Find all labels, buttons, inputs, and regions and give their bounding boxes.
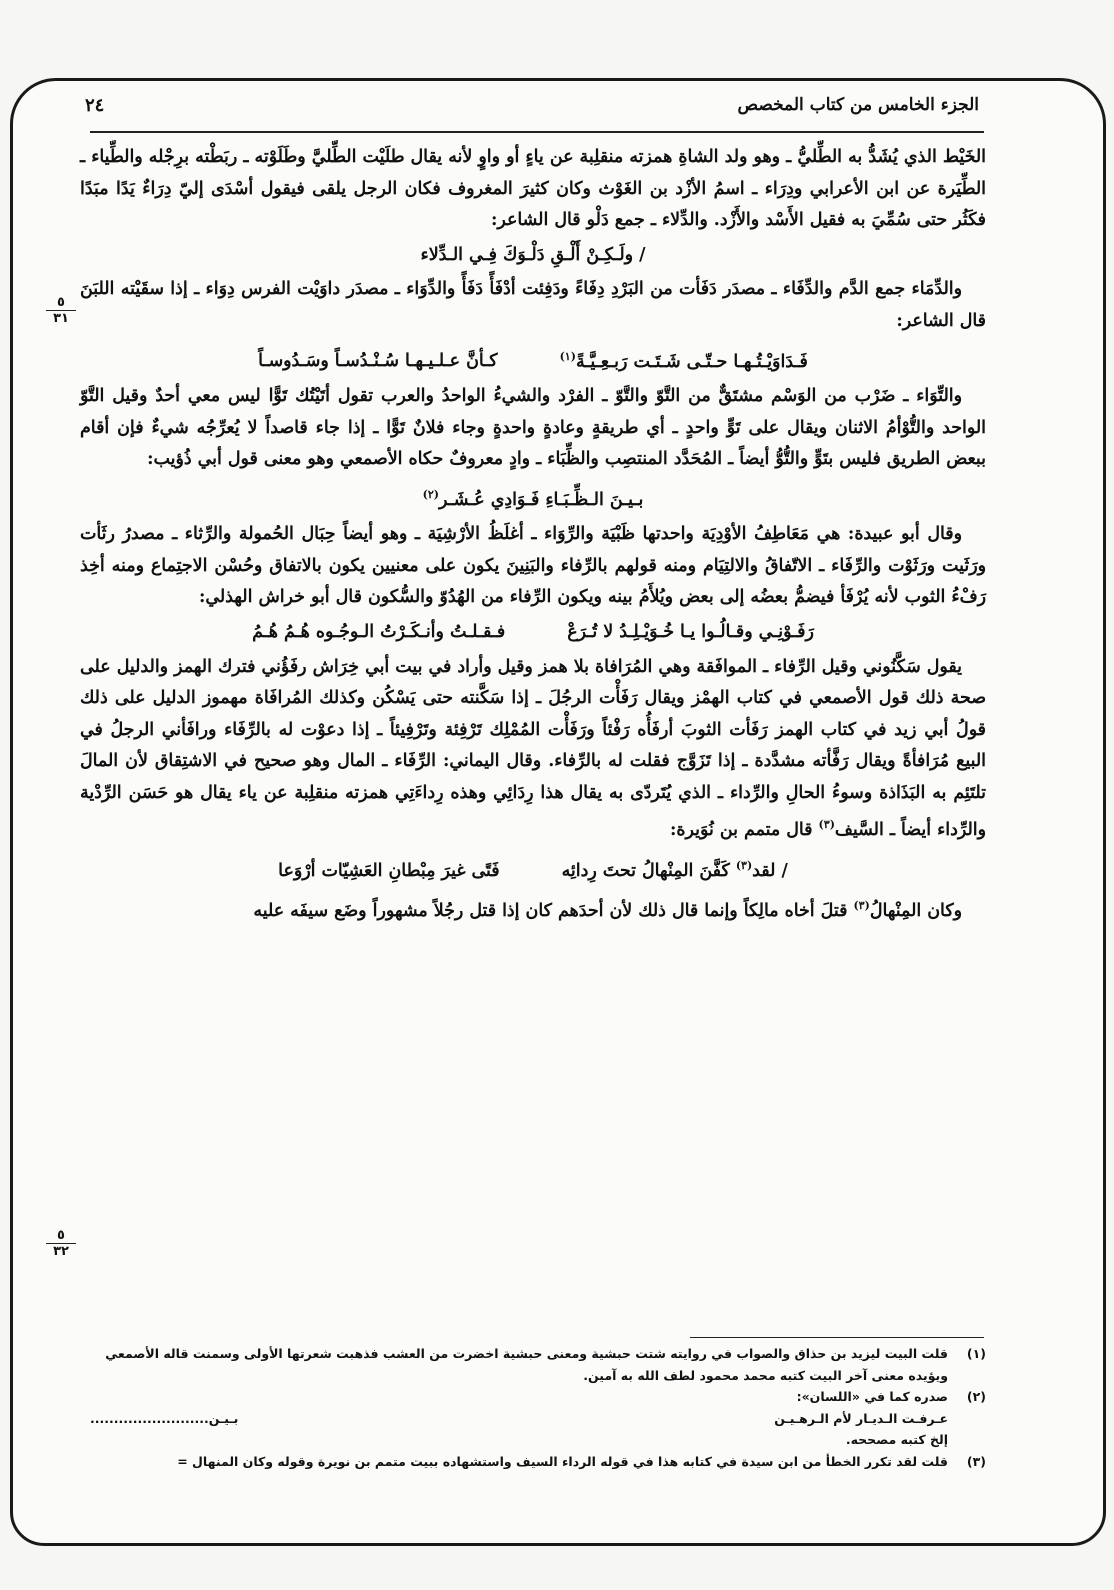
page-header (85, 95, 979, 125)
verse (80, 479, 986, 516)
paragraph (80, 652, 986, 847)
paragraph: الخَيْط الذي يُشَدُّ به الطِّليُّ ـ وهو ولد الشاةِ همزته منقلِبة عن ياءٍ أو واوٍ لأنه يقال طلَيْت الطِّليَّ وطَلَوْته ـ ربَطْته برِجْله والطِّياء ـ الطِّيَرة عن ابن الأعرابي ودِرَاء ـ اسمُ الأزْد بن الغَوْث وكان كثيرَ المغروف فكان الرجل يلقى فيقول أسْدَى إليّ دِرَاءٌ يَدًا مبَدًا فكَثُر حتى سُمِّيَ به فقيل الأَسْد والأَزْد. والدِّلاء ـ جمع دَلْو قال الشاعر: (80, 147, 986, 231)
footnote-body (80, 1386, 948, 1451)
marker-denominator: ٣٢ (53, 1244, 69, 1259)
verse (80, 240, 986, 272)
marker-numerator: ٥ (46, 1228, 76, 1244)
footnote-number: (٢) (966, 1389, 986, 1404)
footnote (80, 1343, 986, 1386)
footnote-ref: (٣) (735, 858, 753, 872)
verse-text: كَفَّنَ المِنْهالُ تحتَ رِدائِه (561, 860, 736, 881)
paragraph: والتِّوَاء ـ ضَرْب من الوَسْم مشتَقٌّ من التَّوّ والتَّوّ ـ الفرْد والشيءُ الواحدُ والعرب تقول أتَيْتُك تَوًّا ليس معي أحدٌ وقيل التَّوّ الواحد والتُّوْأمُ الاثنان ويقال على تَوٍّ واحدٍ ـ أي طريقةٍ وعادةٍ واحدةٍ وجاء فلانٌ تَوًّا ـ إذا جاء قاصداً لا يُعرِّجُه شيءٌ فإن أقام ببعض الطريق فليس بتَوٍّ والتُّوُّ أيضاً ـ المُحَدَّد المنتصِب والظِّبَاء ـ وادٍ معروفٌ حكاه الأصمعي وهو معنى قول أبي ذُؤيب: (80, 385, 986, 470)
paragraph (80, 890, 986, 927)
verse (80, 617, 986, 649)
verse-line: / ولَـكِـنْ أَلْـقِ دَلْـوَكَ فِـي الـدِّلاء (420, 244, 646, 265)
verse-text: بـيـنَ الـظِّـبَـاءِ فَـوَادِي عُـشَـر (439, 489, 644, 510)
paragraph: والدِّمَاء جمع الدَّم والدِّفَاء ـ مصدَر دَفَأت من البَرْدِ دِفَاءً ودَفِئت أدْفَأً دَفَأً والدِّوَاء ـ مصدَر داوَيْت الفرس دِوَاء ـ إذا سقَيْته اللبَنَ قال الشاعر: (80, 279, 986, 331)
footnote (80, 1386, 986, 1451)
footnote (80, 1451, 986, 1473)
verse-hemistich: فـقـلـتُ وأنـكَـرْتُ الـوجُـوه هُـمُ هُـمُ (252, 621, 506, 642)
footnote-verse (80, 1408, 948, 1430)
marker-denominator: ٣١ (53, 311, 69, 326)
header-rule (90, 131, 984, 133)
footnote-number: (٣) (966, 1453, 986, 1469)
margin-marker (46, 1228, 76, 1259)
paragraph-text: يقول سَكَّنُوني وقيل الرِّفاء ـ الموافَقة وهي المُرَافاة بلا همز وقيل وأراد في بيت أبي خِرَاش رفَؤُني فترك الهمز والدليل على صحة ذلك قول الأصمعي في كتاب الهمْز ويقال رَفَأْت الرجُلَ ـ إذا سَكَّنته حتى يَسْكُن وكذلك المُرافَاة مهموز الدليل على ذلك قولُ أبي زيد في كتاب الهمز رَفَأت الثوبَ أرفَأُه رَفْئاً ورَفَأْت المُمْلِك تَرْفِئة وتَرْفِيئاً ـ إذا دعوْت له بالرِّفَاء ورافَأني الرجلُ في البيع مُرَافأةً ويقال رَفَّأته مشدَّدة ـ إذا تَزَوَّج فقلت له بالرِّفاء. وقال اليماني: الرِّفَاء ـ المال وهو صحيح في الاشتِقاق لأن المالَ تلتَئِم به البَذَاذة وسوءُ الحالِ والرِّداء ـ الذي يُتَردّى به يقال هذا رِدَائِي وهذه رِداءَتِي همزته منقلِبة عن ياء يقال هو حَسَن الرِّدْية والرِّداء أيضاً ـ السَّيف (80, 656, 986, 841)
footnote-rule (690, 1337, 984, 1338)
paragraph-text: قال متمم بن نُوَيرة: (670, 820, 819, 841)
footnote-text: صدره كما في «اللسان»: (796, 1389, 948, 1404)
verse-hemistich: فَتًى غيرَ مِبْطانِ العَشِيّات أرْوَعا (278, 860, 500, 881)
footnote-ref: (٣) (818, 818, 835, 832)
footnote-ref: (٣) (853, 899, 870, 913)
verse-hemistich: رَفَـوْنِـي وقـالُـوا يـا خُـوَيْـلِـدُ لا تُـرَعْ (567, 621, 814, 642)
footnote-text: قلت البيت ليزيد بن حذاق والصواب في روايته شتت حبشية ومعنى حبشية اخضرت من العشب فذهبت شعرتها الأولى وسمنت قاله الأصمعي ويؤيده معنى آخر البيت كتبه محمد محمود لطف الله به آمين. (105, 1346, 948, 1383)
paragraph-text: قتلَ أخاه مالِكاً وإنما قال ذلك لأن أحدَهم كان إذا قتل رجُلاً مشهوراً وضَع سيفَه عليه (253, 901, 854, 922)
verse-text: فَـدَاوَيْـتُـهـا حـتّـى شَـتَـت رَبـعِـيَّـةً (575, 351, 808, 372)
footnote-ref: (٢) (422, 487, 439, 501)
verse-text: / لقد (752, 860, 788, 881)
verse-hemistich: كـأنَّ عـلـيـهـا سُـنْـدُسـاً وسَـدُوسـاً (258, 351, 498, 372)
main-text (80, 142, 986, 928)
page-number: ٢٤ (85, 95, 105, 116)
footnote-number: (١) (966, 1346, 986, 1361)
paragraph: وقال أبو عبيدة: هي مَعَاطِفُ الأوْدِيَة واحدتها ظَبْيَة والرِّوَاء ـ أغلَظُ الأرْشِيَة ـ وهو أيضاً حِبَال الحُمولة والرِّثاء ـ مصدرُ رثَأت ورَثَيت ورَثَوْت والرِّفَاء ـ الاتّفاقُ والالتِيَام ومنه قولهم بالرِّفاء والبَنِينَ يكون على معنيين يكون بالاتفاق وحُسْن الاجتِماع ومنه أخِذ رَفْءُ الثوب لأنه يُرْفَأ فيضمُّ بعضُه إلى بعض ويُلأَمُ بينه ويكون الرِّفاء من الهُدُوّ والسُّكون قال أبو خراش الهذلي: (80, 524, 986, 608)
running-title: الجزء الخامس من كتاب المخصص (737, 95, 979, 115)
footnote-ref: (١) (559, 349, 576, 363)
verse (80, 850, 986, 887)
marker-numerator: ٥ (46, 295, 76, 311)
footnote-text: إلخ كتبه مصححه. (845, 1432, 948, 1447)
verse-hemistich: عـرفـت الـديـار لأم الـرهـيـن (774, 1410, 948, 1426)
verse-hemistich (534, 850, 816, 887)
verse-hemistich (532, 341, 836, 378)
footnotes (80, 1343, 986, 1472)
verse (80, 341, 986, 378)
verse-hemistich: بـيـن......................... (90, 1410, 239, 1426)
margin-marker (46, 295, 76, 326)
footnote-text: قلت لقد تكرر الخطأ من ابن سيدة في كتابه هذا في قوله الرداء السيف واستشهاده ببيت متمم بن نويرة وقوله وكان المنهال = (177, 1453, 948, 1469)
paragraph-text: وكان المِنْهالُ (869, 901, 962, 922)
